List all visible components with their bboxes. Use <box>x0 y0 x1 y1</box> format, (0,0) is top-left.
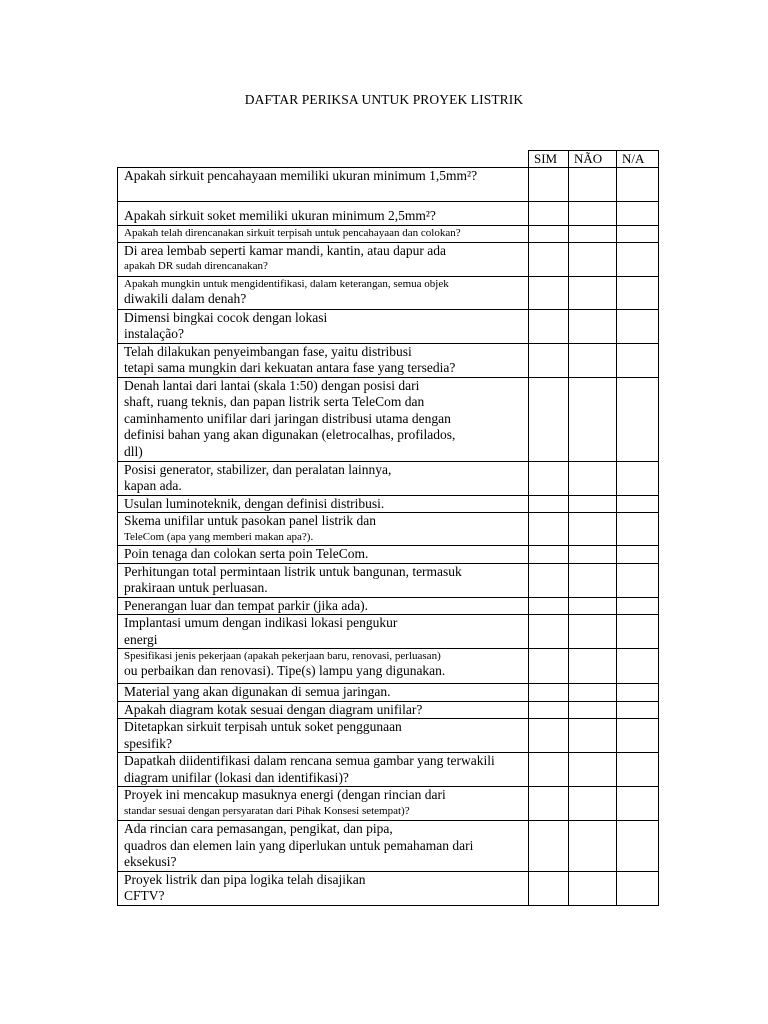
question-cell <box>118 343 529 377</box>
question-line: Apakah sirkuit pencahayaan memiliki ukuran minimum 1,5mm²? <box>124 168 478 183</box>
question-line: Posisi generator, stabilizer, dan peralatan lainnya, <box>124 461 392 477</box>
question-cell <box>118 513 529 546</box>
checklist-row <box>118 276 659 309</box>
checklist-row <box>118 563 659 597</box>
checklist-row <box>118 787 659 821</box>
check-cell-na[interactable] <box>617 753 659 787</box>
question-line: eksekusi? <box>124 854 177 869</box>
check-cell-nao[interactable] <box>569 546 617 564</box>
check-cell-nao[interactable] <box>569 343 617 377</box>
check-cell-sim[interactable] <box>529 719 569 753</box>
checklist-row <box>118 242 659 276</box>
question-line: prakiraan untuk perluasan. <box>124 580 268 595</box>
check-cell-sim[interactable] <box>529 684 569 702</box>
question-cell <box>118 615 529 649</box>
question-line: Implantasi umum dengan indikasi lokasi pengukur <box>124 615 398 630</box>
question-line: Dimensi bingkai cocok dengan lokasi <box>124 309 328 325</box>
question-cell <box>118 276 529 309</box>
question-line: Apakah diagram kotak sesuai dengan diagram unifilar? <box>124 701 423 717</box>
question-line: Dapatkah diidentifikasi dalam rencana semua gambar yang terwakili <box>124 753 495 768</box>
check-cell-na[interactable] <box>617 495 659 513</box>
check-cell-sim[interactable] <box>529 513 569 546</box>
check-cell-na[interactable] <box>617 563 659 597</box>
check-cell-na[interactable] <box>617 871 659 905</box>
question-line: diagram unifilar (lokasi dan identifikasi)? <box>124 769 349 785</box>
question-line: definisi bahan yang akan digunakan (eletrocalhas, profilados, <box>124 427 456 442</box>
checklist-row <box>118 615 659 649</box>
check-cell-nao[interactable] <box>569 495 617 513</box>
question-cell <box>118 242 529 276</box>
check-cell-sim[interactable] <box>529 225 569 242</box>
question-line: Skema unifilar untuk pasokan panel listrik dan <box>124 513 376 528</box>
check-cell-na[interactable] <box>617 377 659 461</box>
check-cell-na[interactable] <box>617 513 659 546</box>
question-line: instalação? <box>124 326 184 341</box>
question-line: shaft, ruang teknis, dan papan listrik serta TeleCom dan <box>124 394 425 409</box>
check-cell-na[interactable] <box>617 276 659 309</box>
check-cell-na[interactable] <box>617 461 659 495</box>
question-line: spesifik? <box>124 735 172 751</box>
header-na: N/A <box>617 151 659 168</box>
check-cell-nao[interactable] <box>569 701 617 719</box>
question-line: TeleCom (apa yang memberi makan apa?). <box>124 530 314 543</box>
question-line: energi <box>124 631 158 647</box>
question-line: Apakah sirkuit soket memiliki ukuran minimum 2,5mm²? <box>124 208 436 223</box>
check-cell-nao[interactable] <box>569 377 617 461</box>
header-blank-cell <box>118 151 529 168</box>
check-cell-sim[interactable] <box>529 309 569 343</box>
question-line: Denah lantai dari lantai (skala 1:50) dengan posisi dari <box>124 377 420 393</box>
question-cell <box>118 377 529 461</box>
question-line: standar sesuai dengan persyaratan dari Pihak Konsesi setempat)? <box>124 804 410 817</box>
check-cell-nao[interactable] <box>569 225 617 242</box>
question-line: Di area lembab seperti kamar mandi, kantin, atau dapur ada <box>124 242 446 258</box>
check-cell-na[interactable] <box>617 168 659 202</box>
check-cell-na[interactable] <box>617 202 659 226</box>
check-cell-na[interactable] <box>617 787 659 821</box>
check-cell-nao[interactable] <box>569 649 617 684</box>
check-cell-na[interactable] <box>617 719 659 753</box>
check-cell-na[interactable] <box>617 649 659 684</box>
question-cell <box>118 495 529 513</box>
check-cell-sim[interactable] <box>529 753 569 787</box>
check-cell-nao[interactable] <box>569 597 617 615</box>
question-line: Apakah mungkin untuk mengidentifikasi, dalam keterangan, semua objek <box>124 277 449 290</box>
question-cell <box>118 563 529 597</box>
question-line: apakah DR sudah direncanakan? <box>124 260 268 272</box>
question-cell <box>118 684 529 702</box>
check-cell-sim[interactable] <box>529 563 569 597</box>
question-line: dll) <box>124 443 143 459</box>
check-cell-na[interactable] <box>617 225 659 242</box>
check-cell-nao[interactable] <box>569 513 617 546</box>
question-cell <box>118 701 529 719</box>
question-cell <box>118 168 529 202</box>
checklist-row <box>118 513 659 546</box>
check-cell-nao[interactable] <box>569 202 617 226</box>
checklist-row <box>118 719 659 753</box>
question-line: Proyek ini mencakup masuknya energi (dengan rincian dari <box>124 787 446 802</box>
check-cell-sim[interactable] <box>529 821 569 872</box>
checklist-row <box>118 753 659 787</box>
check-cell-sim[interactable] <box>529 168 569 202</box>
check-cell-sim[interactable] <box>529 461 569 495</box>
checklist-row <box>118 701 659 719</box>
checklist-body <box>118 168 659 906</box>
question-cell <box>118 461 529 495</box>
document-title: DAFTAR PERIKSA UNTUK PROYEK LISTRIK <box>244 92 524 107</box>
checklist-table <box>117 150 659 906</box>
question-line: Material yang akan digunakan di semua jaringan. <box>124 684 391 699</box>
check-cell-nao[interactable] <box>569 309 617 343</box>
question-line: Apakah telah direncanakan sirkuit terpisah untuk pencahayaan dan colokan? <box>124 226 461 239</box>
question-cell <box>118 597 529 615</box>
question-line: tetapi sama mungkin dari kekuatan antara fase yang tersedia? <box>124 360 456 375</box>
check-cell-nao[interactable] <box>569 168 617 202</box>
check-cell-na[interactable] <box>617 701 659 719</box>
check-cell-sim[interactable] <box>529 546 569 564</box>
check-cell-na[interactable] <box>617 242 659 276</box>
check-cell-nao[interactable] <box>569 461 617 495</box>
check-cell-sim[interactable] <box>529 242 569 276</box>
question-line: Poin tenaga dan colokan serta poin TeleCom. <box>124 546 369 561</box>
question-line: Usulan luminoteknik, dengan definisi distribusi. <box>124 495 385 511</box>
question-line: Ada rincian cara pemasangan, pengikat, dan pipa, <box>124 821 393 836</box>
check-cell-nao[interactable] <box>569 753 617 787</box>
checklist-row <box>118 225 659 242</box>
question-cell <box>118 225 529 242</box>
checklist-row <box>118 309 659 343</box>
check-cell-sim[interactable] <box>529 615 569 649</box>
question-cell <box>118 821 529 872</box>
check-cell-na[interactable] <box>617 343 659 377</box>
question-line: ou perbaikan dan renovasi). Tipe(s) lampu yang digunakan. <box>124 663 446 678</box>
check-cell-na[interactable] <box>617 615 659 649</box>
checklist-row <box>118 168 659 202</box>
check-cell-nao[interactable] <box>569 563 617 597</box>
checklist-row <box>118 343 659 377</box>
question-cell <box>118 309 529 343</box>
check-cell-na[interactable] <box>617 821 659 872</box>
check-cell-sim[interactable] <box>529 276 569 309</box>
checklist-row <box>118 377 659 461</box>
checklist-row <box>118 546 659 564</box>
question-cell <box>118 719 529 753</box>
checklist-row <box>118 202 659 226</box>
check-cell-na[interactable] <box>617 309 659 343</box>
check-cell-sim[interactable] <box>529 649 569 684</box>
check-cell-nao[interactable] <box>569 615 617 649</box>
question-line: Proyek listrik dan pipa logika telah disajikan <box>124 871 366 887</box>
question-line: Spesifikasi jenis pekerjaan (apakah pekerjaan baru, renovasi, perluasan) <box>124 650 441 662</box>
checklist-row <box>118 871 659 905</box>
check-cell-na[interactable] <box>617 546 659 564</box>
check-cell-nao[interactable] <box>569 276 617 309</box>
question-line: CFTV? <box>124 888 165 903</box>
check-cell-na[interactable] <box>617 684 659 702</box>
check-cell-nao[interactable] <box>569 787 617 821</box>
check-cell-nao[interactable] <box>569 719 617 753</box>
check-cell-sim[interactable] <box>529 377 569 461</box>
question-cell <box>118 871 529 905</box>
header-nao: NÃO <box>569 151 617 168</box>
check-cell-sim[interactable] <box>529 202 569 226</box>
check-cell-nao[interactable] <box>569 871 617 905</box>
table-header-row <box>118 151 659 168</box>
question-line: Telah dilakukan penyeimbangan fase, yaitu distribusi <box>124 343 412 359</box>
question-line: Ditetapkan sirkuit terpisah untuk soket penggunaan <box>124 719 402 734</box>
question-line: Perhitungan total permintaan listrik untuk bangunan, termasuk <box>124 563 462 579</box>
check-cell-na[interactable] <box>617 597 659 615</box>
question-line: caminhamento unifilar dari jaringan distribusi utama dengan <box>124 410 451 426</box>
check-cell-sim[interactable] <box>529 701 569 719</box>
question-cell <box>118 202 529 226</box>
check-cell-sim[interactable] <box>529 871 569 905</box>
question-cell <box>118 753 529 787</box>
question-cell <box>118 787 529 821</box>
checklist-row <box>118 649 659 684</box>
check-cell-nao[interactable] <box>569 821 617 872</box>
check-cell-sim[interactable] <box>529 343 569 377</box>
question-line: quadros dan elemen lain yang diperlukan untuk pemahaman dari <box>124 837 474 853</box>
check-cell-sim[interactable] <box>529 495 569 513</box>
question-line: kapan ada. <box>124 478 182 493</box>
checklist-row <box>118 684 659 702</box>
check-cell-nao[interactable] <box>569 242 617 276</box>
question-line: diwakili dalam denah? <box>124 290 247 306</box>
question-line: Penerangan luar dan tempat parkir (jika ada). <box>124 597 369 613</box>
question-cell <box>118 649 529 684</box>
check-cell-nao[interactable] <box>569 684 617 702</box>
check-cell-sim[interactable] <box>529 787 569 821</box>
checklist-row <box>118 495 659 513</box>
checklist-row <box>118 461 659 495</box>
checklist-row <box>118 597 659 615</box>
checklist-row <box>118 821 659 872</box>
question-cell <box>118 546 529 564</box>
header-sim: SIM <box>529 151 569 168</box>
check-cell-sim[interactable] <box>529 597 569 615</box>
